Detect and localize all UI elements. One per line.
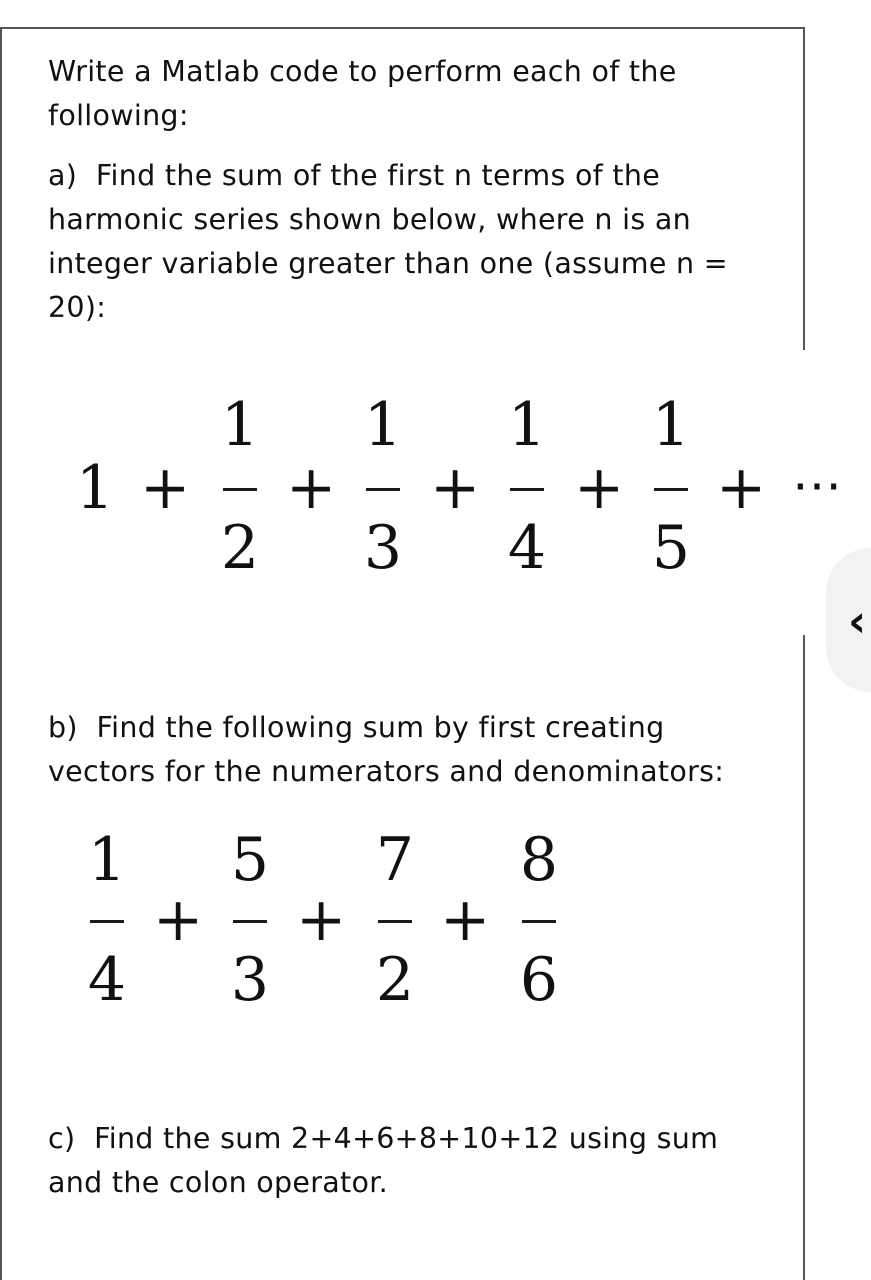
intro-line-1: Write a Matlab code to perform each of the: [48, 55, 677, 88]
part-c-line-2: and the colon operator.: [48, 1166, 389, 1199]
fraction-bar: [510, 488, 544, 491]
plus-sign: +: [716, 453, 767, 523]
plus-sign: +: [574, 453, 625, 523]
fraction-denominator: 4: [507, 513, 547, 583]
fraction-bar: [233, 920, 267, 923]
fraction-denominator: 2: [220, 513, 260, 583]
fraction-bar: [90, 920, 124, 923]
fraction-numerator: 8: [519, 825, 559, 895]
fraction-numerator: 1: [363, 390, 403, 460]
plus-sign: +: [430, 453, 481, 523]
fraction-denominator: 2: [375, 945, 415, 1015]
plus-sign: +: [286, 453, 337, 523]
plus-sign: +: [440, 885, 491, 955]
part-c-line-1: c) Find the sum 2+4+6+8+10+12 using sum: [48, 1122, 719, 1155]
plus-sign: +: [153, 885, 204, 955]
fraction-denominator: 3: [363, 513, 403, 583]
fraction-numerator: 1: [87, 825, 127, 895]
fraction-bar: [522, 920, 556, 923]
fraction-denominator: 5: [651, 513, 691, 583]
part-b-line-1: b) Find the following sum by first creating: [48, 711, 665, 744]
part-b-line-2: vectors for the numerators and denominators:: [48, 755, 725, 788]
fraction-numerator: 1: [220, 390, 260, 460]
formula-lead-term: 1: [75, 453, 115, 523]
fraction-numerator: 1: [507, 390, 547, 460]
ellipsis: ⋯: [792, 456, 842, 514]
plus-sign: +: [296, 885, 347, 955]
fraction-denominator: 3: [230, 945, 270, 1015]
part-a-line-2: harmonic series shown below, where n is an: [48, 203, 691, 236]
intro-line-2: following:: [48, 99, 189, 132]
chevron-left-icon: ‹: [848, 596, 867, 647]
fraction-numerator: 5: [230, 825, 270, 895]
part-a-line-1: a) Find the sum of the first n terms of the: [48, 159, 661, 192]
plus-sign: +: [140, 453, 191, 523]
part-a-line-4: 20):: [48, 291, 107, 324]
fraction-numerator: 1: [651, 390, 691, 460]
fraction-denominator: 4: [87, 945, 127, 1015]
fraction-numerator: 7: [375, 825, 415, 895]
fraction-bar: [366, 488, 400, 491]
fraction-bar: [378, 920, 412, 923]
fraction-bar: [654, 488, 688, 491]
fraction-bar: [223, 488, 257, 491]
fraction-denominator: 6: [519, 945, 559, 1015]
part-a-line-3: integer variable greater than one (assume n =: [48, 247, 728, 280]
